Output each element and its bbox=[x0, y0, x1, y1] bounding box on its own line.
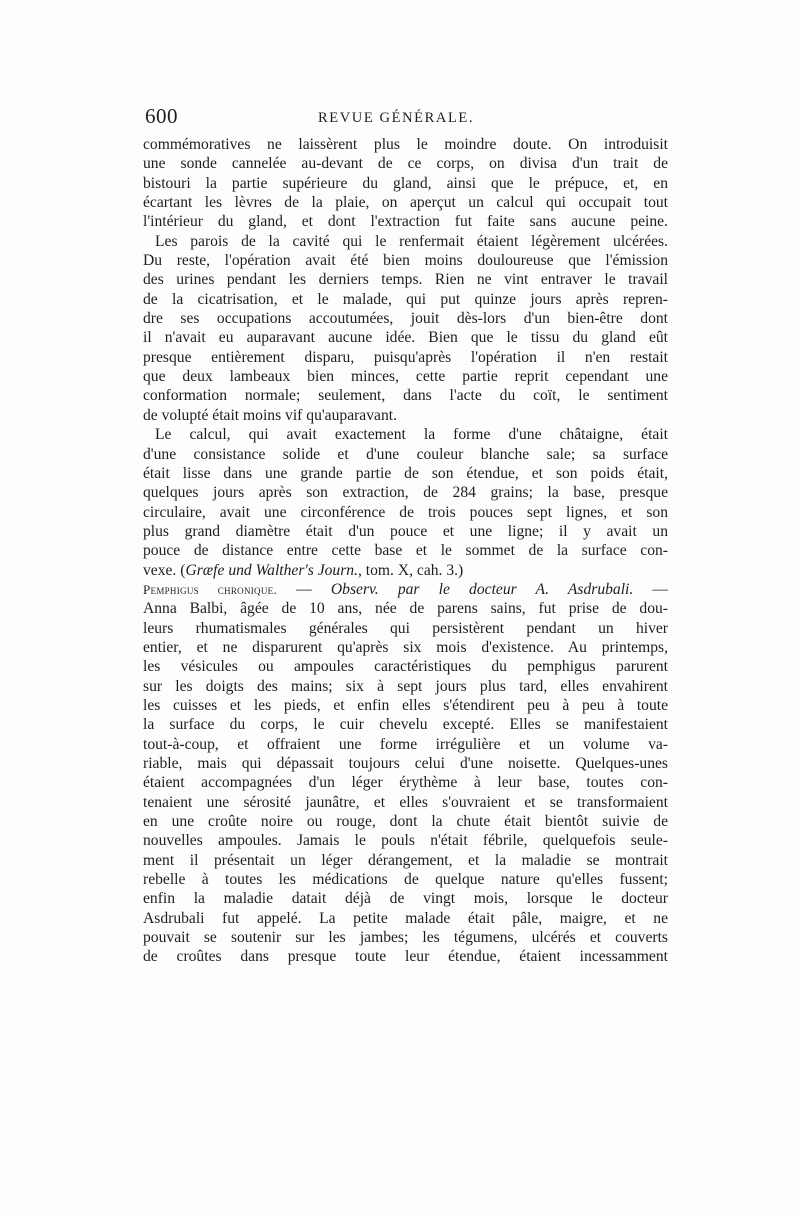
line-text: Les parois de la cavité qui le renfermait étaient légèrement ulcérées. bbox=[155, 232, 668, 250]
text-line bbox=[143, 290, 668, 309]
text-line bbox=[143, 773, 668, 792]
line-text: bistouri la partie supérieure du gland, ainsi que le prépuce, et, en bbox=[143, 174, 668, 192]
text-line bbox=[143, 638, 668, 657]
line-text-post: , tom. X, cah. 3.) bbox=[358, 561, 464, 579]
text-line bbox=[143, 812, 668, 831]
line-text: Anna Balbi, âgée de 10 ans, née de parens sains, fut prise de dou- bbox=[143, 600, 668, 618]
text-line bbox=[143, 154, 668, 173]
line-text: en une croûte noire ou rouge, dont la chute était bientôt suivie de bbox=[143, 813, 668, 831]
line-text: Le calcul, qui avait exactement la forme d'une châtaigne, était bbox=[155, 426, 668, 444]
text-line bbox=[143, 541, 668, 560]
line-text-pre: vexe. ( bbox=[143, 561, 186, 579]
text-line bbox=[143, 928, 668, 947]
text-line bbox=[143, 503, 668, 522]
line-text: enfin la maladie datait déjà de vingt mois, lorsque le docteur bbox=[143, 890, 668, 908]
line-text: conformation normale; seulement, dans l'acte du coït, le sentiment bbox=[143, 387, 668, 405]
text-line bbox=[143, 232, 668, 251]
line-text: leurs rhumatismales générales qui persistèrent pendant un hiver bbox=[143, 619, 668, 637]
running-title: REVUE GÉNÉRALE. bbox=[318, 110, 475, 126]
line-text: de volupté était moins vif qu'auparavant. bbox=[143, 406, 397, 424]
line-text: les vésicules ou ampoules caractéristiques du pemphigus parurent bbox=[143, 658, 668, 676]
text-line bbox=[143, 561, 668, 580]
text-line bbox=[143, 619, 668, 638]
line-text: Du reste, l'opération avait été bien moins douloureuse que l'émission bbox=[143, 252, 668, 270]
text-line bbox=[143, 135, 668, 154]
line-text: d'une consistance solide et d'une couleur blanche sale; sa surface bbox=[143, 445, 668, 463]
text-line bbox=[143, 406, 668, 425]
text-line bbox=[143, 174, 668, 193]
line-text: pouvait se soutenir sur les jambes; les tégumens, ulcérés et couverts bbox=[143, 929, 668, 947]
line-text: la surface du corps, le cuir chevelu excepté. Elles se manifestaient bbox=[143, 716, 668, 734]
text-line bbox=[143, 696, 668, 715]
text-line bbox=[143, 193, 668, 212]
text-line bbox=[143, 947, 668, 966]
line-text: que deux lambeaux bien minces, cette partie reprit cependant une bbox=[143, 368, 668, 386]
text-line bbox=[143, 580, 668, 599]
text-line bbox=[143, 715, 668, 734]
line-text: l'intérieur du gland, et dont l'extraction fut faite sans aucune peine. bbox=[143, 213, 668, 231]
text-line bbox=[143, 309, 668, 328]
line-text: tout-à-coup, et offraient une forme irrégulière et un volume va- bbox=[143, 735, 668, 753]
page-header bbox=[143, 104, 668, 132]
italic-text: Observ. par le docteur A. Asdrubali. bbox=[330, 580, 634, 598]
text-line bbox=[143, 386, 668, 405]
text-line bbox=[143, 754, 668, 773]
text-line bbox=[143, 328, 668, 347]
text-line bbox=[143, 270, 668, 289]
text-line bbox=[143, 870, 668, 889]
line-text: étaient accompagnées d'un léger érythème à leur base, toutes con- bbox=[143, 774, 668, 792]
text-line bbox=[143, 212, 668, 231]
line-text: riable, mais qui dépassait toujours celui d'une noisette. Quelques-unes bbox=[143, 755, 668, 772]
line-text: les cuisses et les pieds, et enfin elles s'étendirent peu à peu à toute bbox=[143, 696, 668, 714]
text-line bbox=[143, 425, 668, 444]
line-text: tenaient une sérosité jaunâtre, et elles s'ouvraient et se transformaient bbox=[143, 793, 668, 811]
line-text: dre ses occupations accoutumées, jouit dès-lors d'un bien-être dont bbox=[143, 310, 668, 328]
line-text: de croûtes dans presque toute leur étendue, étaient incessamment bbox=[143, 948, 668, 966]
line-text: sur les doigts des mains; six à sept jours plus tard, elles envahirent bbox=[143, 677, 668, 695]
line-text-post: — bbox=[633, 580, 668, 598]
text-line bbox=[143, 522, 668, 541]
text-line bbox=[143, 599, 668, 618]
line-text: ment il présentait un léger dérangement, et la maladie se montrait bbox=[143, 851, 668, 869]
line-text: de la cicatrisation, et le malade, qui put quinze jours après repren- bbox=[143, 290, 668, 308]
line-text: pouce de distance entre cette base et le sommet de la surface con- bbox=[143, 542, 668, 560]
text-line bbox=[143, 909, 668, 928]
text-line bbox=[143, 657, 668, 676]
page-number: 600 bbox=[145, 104, 178, 128]
italic-text: Græfe und Walther's Journ. bbox=[185, 561, 358, 579]
line-text: il n'avait eu auparavant aucune idée. Bien que le tissu du gland eût bbox=[143, 329, 668, 347]
line-text: Asdrubali fut appelé. La petite malade était pâle, maigre, et ne bbox=[143, 909, 668, 927]
line-text: écartant les lèvres de la plaie, on aperçut un calcul qui occupait tout bbox=[143, 194, 668, 212]
text-line bbox=[143, 677, 668, 696]
text-line bbox=[143, 464, 668, 483]
text-line bbox=[143, 735, 668, 754]
section-heading: Pemphigus chronique. bbox=[143, 581, 277, 597]
line-text: commémoratives ne laissèrent plus le moindre doute. On introduisit bbox=[143, 136, 668, 153]
line-text: nouvelles ampoules. Jamais le pouls n'était fébrile, quelquefois seule- bbox=[143, 832, 668, 850]
text-line bbox=[143, 851, 668, 870]
text-line bbox=[143, 793, 668, 812]
body-text bbox=[143, 135, 668, 967]
line-text: entier, et ne disparurent qu'après six mois d'existence. Au printemps, bbox=[143, 638, 668, 656]
line-text: plus grand diamètre était d'un pouce et une ligne; il y avait un bbox=[143, 522, 668, 540]
line-text: rebelle à toutes les médications de quelque nature qu'elles fussent; bbox=[143, 871, 668, 889]
line-text: des urines pendant les derniers temps. Rien ne vint entraver le travail bbox=[143, 271, 668, 289]
line-text: presque entièrement disparu, puisqu'après l'opération il n'en restait bbox=[143, 348, 668, 366]
text-line bbox=[143, 251, 668, 270]
line-text: était lisse dans une grande partie de son étendue, et son poids était, bbox=[143, 464, 668, 482]
text-line bbox=[143, 889, 668, 908]
text-line bbox=[143, 483, 668, 502]
line-text: une sonde cannelée au-devant de ce corps, on divisa d'un trait de bbox=[143, 155, 668, 173]
text-line bbox=[143, 348, 668, 367]
line-text: quelques jours après son extraction, de 284 grains; la base, presque bbox=[143, 484, 668, 502]
text-line bbox=[143, 445, 668, 464]
text-line bbox=[143, 831, 668, 850]
line-text-pre: — bbox=[277, 580, 331, 598]
line-text: circulaire, avait une circonférence de trois pouces sept lignes, et son bbox=[143, 503, 668, 521]
text-line bbox=[143, 367, 668, 386]
